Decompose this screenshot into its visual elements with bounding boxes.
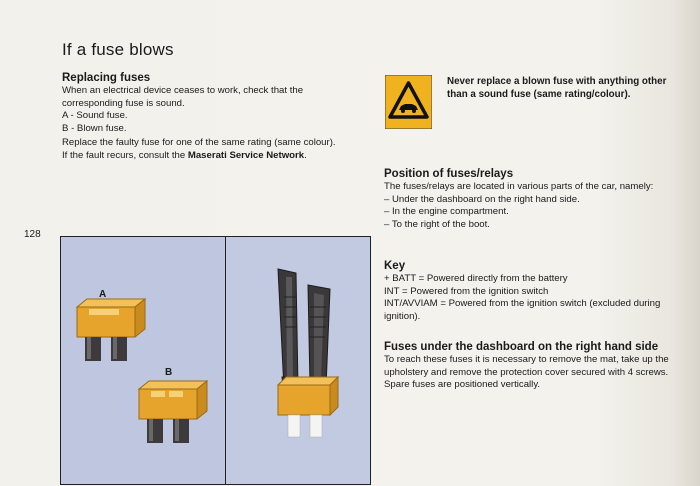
replacing-fuses-intro: When an electrical device ceases to work, check that the corresponding fuse is sound. xyxy=(62,85,304,109)
gripped-fuse xyxy=(278,377,338,437)
fuse-location-item: – In the engine compartment. xyxy=(384,206,509,217)
label-a: A xyxy=(99,289,107,300)
fuse-position-section xyxy=(384,168,689,231)
fuse-illustration xyxy=(60,236,371,485)
car-warning-triangle-icon xyxy=(385,75,432,129)
fuse-a-caption: A - Sound fuse. xyxy=(62,110,128,121)
key-heading: Key xyxy=(384,260,406,272)
dashboard-fuses-section xyxy=(384,341,689,392)
label-b: B xyxy=(165,367,173,378)
key-item: INT = Powered from the ignition switch xyxy=(384,285,549,297)
fault-recurs-suffix: . xyxy=(304,149,307,161)
fuse-b-caption: B - Blown fuse. xyxy=(62,122,127,134)
blown-fuse-b xyxy=(139,381,207,443)
warning-text: Never replace a blown fuse with anything other than a sound fuse (same rating/colour). xyxy=(447,76,667,100)
key-item: INT/AVVIAM = Powered from the ignition switch (excluded during ignition). xyxy=(384,298,661,322)
fuse-puller-drawing xyxy=(226,237,371,485)
warning-icon-box xyxy=(385,75,432,129)
dashboard-fuses-access-text: To reach these fuses it is necessary to remove the mat, take up the upholstery and remove the protection cover secured with 4 screws. xyxy=(384,354,669,378)
replacing-fuses-section xyxy=(62,72,352,162)
fuse-location-item: – Under the dashboard on the right hand side. xyxy=(384,193,580,205)
key-item: + BATT = Powered directly from the battery xyxy=(384,273,568,284)
page-title: If a fuse blows xyxy=(62,40,174,59)
fault-recurs-text xyxy=(62,150,352,163)
fuse-comparison-panel xyxy=(61,237,225,484)
fault-recurs-prefix: If the fault recurs, consult the xyxy=(62,149,188,161)
replacing-fuses-heading: Replacing fuses xyxy=(62,72,151,84)
replace-instruction: Replace the faulty fuse for one of the same rating (same colour). xyxy=(62,137,336,148)
fuse-location-item: – To the right of the boot. xyxy=(384,218,490,230)
service-network-name: Maserati Service Network xyxy=(187,149,305,161)
sound-fuse-a xyxy=(77,299,145,361)
page-number: 128 xyxy=(24,229,41,240)
key-section xyxy=(384,260,689,323)
fuse-puller-panel xyxy=(226,237,371,484)
fuse-position-intro: The fuses/relays are located in various parts of the car, namely: xyxy=(384,181,654,192)
spare-fuses-text: Spare fuses are positioned vertically. xyxy=(384,379,541,390)
fuses-a-b-drawing xyxy=(61,237,225,485)
dashboard-fuses-heading: Fuses under the dashboard on the right hand side xyxy=(384,341,659,353)
fuse-position-heading: Position of fuses/relays xyxy=(384,168,514,180)
